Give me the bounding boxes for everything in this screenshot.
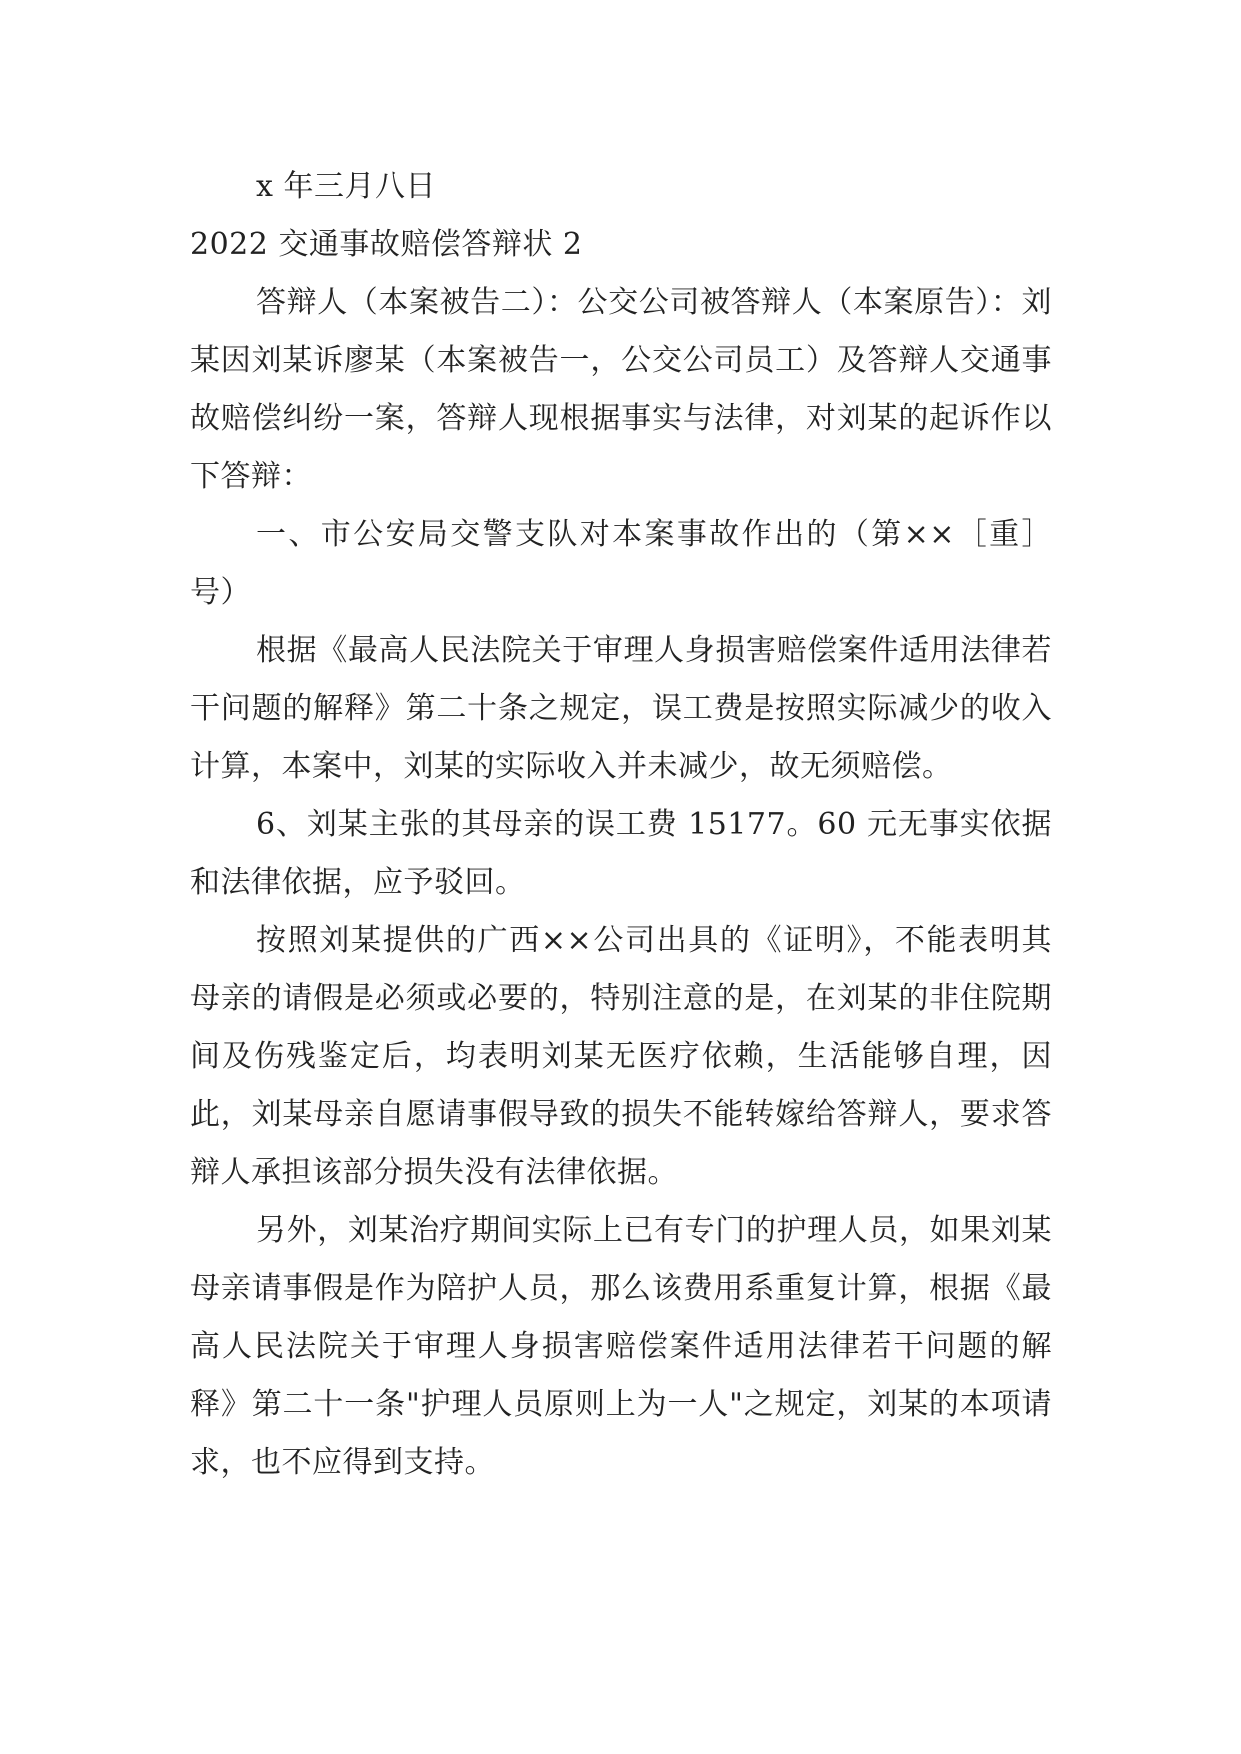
paragraph-defendant-intro: 答辩人（本案被告二）：公交公司被答辩人（本案原告）：刘某因刘某诉廖某（本案被告一，公交公司员工）及答辩人交通事故赔偿纠纷一案，答辩人现根据事实与法律，对刘某的起诉作以下答辩：: [190, 285, 1052, 494]
paragraph-lost-wages-rule: 根据《最高人民法院关于审理人身损害赔偿案件适用法律若干问题的解释》第二十条之规定，误工费是按照实际减少的收入计算，本案中，刘某的实际收入并未减少，故无须赔偿。: [190, 633, 1052, 784]
date-line: x 年三月八日: [256, 169, 436, 204]
document-title: 2022 交通事故赔偿答辩状 2: [190, 227, 583, 262]
paragraph-point-six: 6、刘某主张的其母亲的误工费 15177。60 元无事实依据和法律依据，应予驳回。: [190, 807, 1052, 900]
document-body: [190, 158, 1052, 1492]
paragraph-nursing: 另外，刘某治疗期间实际上已有专门的护理人员，如果刘某母亲请事假是作为陪护人员，那么该费用系重复计算，根据《最高人民法院关于审理人身损害赔偿案件适用法律若干问题的解释》第二十一条"护理人员原则上为一人"之规定，刘某的本项请求，也不应得到支持。: [190, 1213, 1052, 1480]
paragraph-point-one: 一、市公安局交警支队对本案事故作出的（第××［重］号）: [190, 517, 1052, 610]
paragraph-certificate: 按照刘某提供的广西××公司出具的《证明》，不能表明其母亲的请假是必须或必要的，特别注意的是，在刘某的非住院期间及伤残鉴定后，均表明刘某无医疗依赖，生活能够自理，因此，刘某母亲自愿请事假导致的损失不能转嫁给答辩人，要求答辩人承担该部分损失没有法律依据。: [190, 923, 1052, 1190]
